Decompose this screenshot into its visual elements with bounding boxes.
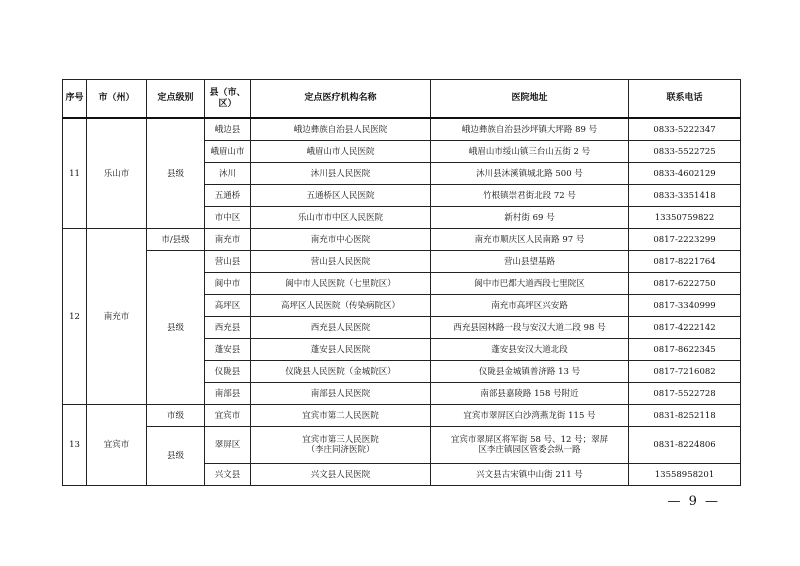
- hospital-cell: [251, 427, 431, 464]
- county-cell: 市中区: [205, 207, 251, 229]
- phone-cell: 0817-4222142: [629, 317, 741, 339]
- header-city: 市（州）: [87, 80, 147, 119]
- address-line-2: 区李庄镇园区管委会纵一路: [478, 445, 581, 455]
- county-cell: 南充市: [205, 229, 251, 251]
- phone-cell: 0833-5522725: [629, 141, 741, 163]
- level-cell: 市/县级: [147, 229, 205, 251]
- county-cell: 峨边县: [205, 118, 251, 141]
- seq-cell: 11: [63, 118, 87, 229]
- county-cell: 兴文县: [205, 464, 251, 486]
- table-row: [63, 229, 741, 251]
- county-cell: 翠屏区: [205, 427, 251, 464]
- seq-cell: 13: [63, 405, 87, 486]
- county-cell: 西充县: [205, 317, 251, 339]
- hospital-cell: 乐山市市中区人民医院: [251, 207, 431, 229]
- phone-cell: 13558958201: [629, 464, 741, 486]
- city-cell: 宜宾市: [87, 405, 147, 486]
- hospital-cell: 峨眉山市人民医院: [251, 141, 431, 163]
- page-number: — 9 —: [667, 494, 720, 509]
- address-cell: 仪陇县金城镇普济路 13 号: [431, 361, 629, 383]
- level-cell: 市级: [147, 405, 205, 427]
- address-cell: 峨眉山市绥山镇三台山五街 2 号: [431, 141, 629, 163]
- phone-cell: 0817-2223299: [629, 229, 741, 251]
- header-row: [63, 80, 741, 119]
- address-cell: 南充市高坪区兴安路: [431, 295, 629, 317]
- address-line-1: 宜宾市翠屏区将军街 58 号、12 号；翠屏: [450, 435, 609, 445]
- address-cell: 南部县嘉陵路 158 号附近: [431, 383, 629, 405]
- address-cell: 蓬安县安汉大道北段: [431, 339, 629, 361]
- header-phone: 联系电话: [629, 80, 741, 119]
- county-cell: 营山县: [205, 251, 251, 273]
- table-row: [63, 427, 741, 464]
- hospital-cell: 南部县人民医院: [251, 383, 431, 405]
- header-hospital: 定点医疗机构名称: [251, 80, 431, 119]
- hospital-cell: 五通桥区人民医院: [251, 185, 431, 207]
- county-cell: 蓬安县: [205, 339, 251, 361]
- hospital-cell: 仪陇县人民医院（金城院区）: [251, 361, 431, 383]
- hospital-name: 宜宾市第三人民医院: [302, 435, 379, 445]
- city-cell: 南充市: [87, 229, 147, 405]
- address-cell: 新村街 69 号: [431, 207, 629, 229]
- header-address: 医院地址: [431, 80, 629, 119]
- county-cell: 沐川: [205, 163, 251, 185]
- county-cell: 仪陇县: [205, 361, 251, 383]
- phone-cell: 0817-3340999: [629, 295, 741, 317]
- address-cell: [431, 427, 629, 464]
- level-cell: 县级: [147, 118, 205, 229]
- phone-cell: 0817-8221764: [629, 251, 741, 273]
- table-row: [63, 405, 741, 427]
- address-cell: 兴文县古宋镇中山街 211 号: [431, 464, 629, 486]
- hospital-table: [62, 79, 741, 486]
- county-cell: 南部县: [205, 383, 251, 405]
- address-cell: 峨边彝族自治县沙坪镇大坪路 89 号: [431, 118, 629, 141]
- phone-cell: 0831-8224806: [629, 427, 741, 464]
- phone-cell: 0833-3351418: [629, 185, 741, 207]
- address-cell: 竹根镇崇君街北段 72 号: [431, 185, 629, 207]
- county-cell: 阆中市: [205, 273, 251, 295]
- address-cell: 沐川县沐溪镇城北路 500 号: [431, 163, 629, 185]
- address-cell: 营山县望基路: [431, 251, 629, 273]
- hospital-cell: 兴文县人民医院: [251, 464, 431, 486]
- county-cell: 宜宾市: [205, 405, 251, 427]
- hospital-cell: 西充县人民医院: [251, 317, 431, 339]
- hospital-cell: 峨边彝族自治县人民医院: [251, 118, 431, 141]
- level-cell: 县级: [147, 251, 205, 405]
- header-seq: 序号: [63, 80, 87, 119]
- phone-cell: 0833-5222347: [629, 118, 741, 141]
- hospital-cell: 阆中市人民医院（七里院区）: [251, 273, 431, 295]
- hospital-cell: 宜宾市第二人民医院: [251, 405, 431, 427]
- hospital-cell: 蓬安县人民医院: [251, 339, 431, 361]
- phone-cell: 0817-7216082: [629, 361, 741, 383]
- hospital-note: （李庄同济医院）: [306, 445, 375, 455]
- level-cell: 县级: [147, 427, 205, 486]
- table-row: [63, 251, 741, 273]
- hospital-cell: 沐川县人民医院: [251, 163, 431, 185]
- address-cell: 阆中市巴都大道西段七里院区: [431, 273, 629, 295]
- hospital-cell: 高坪区人民医院（传染病院区）: [251, 295, 431, 317]
- address-cell: 西充县园林路一段与安汉大道二段 98 号: [431, 317, 629, 339]
- phone-cell: 13350759822: [629, 207, 741, 229]
- hospital-cell: 南充市中心医院: [251, 229, 431, 251]
- county-cell: 峨眉山市: [205, 141, 251, 163]
- phone-cell: 0817-5522728: [629, 383, 741, 405]
- header-level: 定点级别: [147, 80, 205, 119]
- county-cell: 五通桥: [205, 185, 251, 207]
- address-cell: 宜宾市翠屏区白沙湾燕龙街 115 号: [431, 405, 629, 427]
- header-county: 县（市、区）: [205, 80, 251, 119]
- seq-cell: 12: [63, 229, 87, 405]
- table-row: [63, 118, 741, 141]
- phone-cell: 0817-8622345: [629, 339, 741, 361]
- phone-cell: 0817-6222750: [629, 273, 741, 295]
- hospital-cell: 营山县人民医院: [251, 251, 431, 273]
- address-cell: 南充市顺庆区人民南路 97 号: [431, 229, 629, 251]
- county-cell: 高坪区: [205, 295, 251, 317]
- city-cell: 乐山市: [87, 118, 147, 229]
- phone-cell: 0831-8252118: [629, 405, 741, 427]
- phone-cell: 0833-4602129: [629, 163, 741, 185]
